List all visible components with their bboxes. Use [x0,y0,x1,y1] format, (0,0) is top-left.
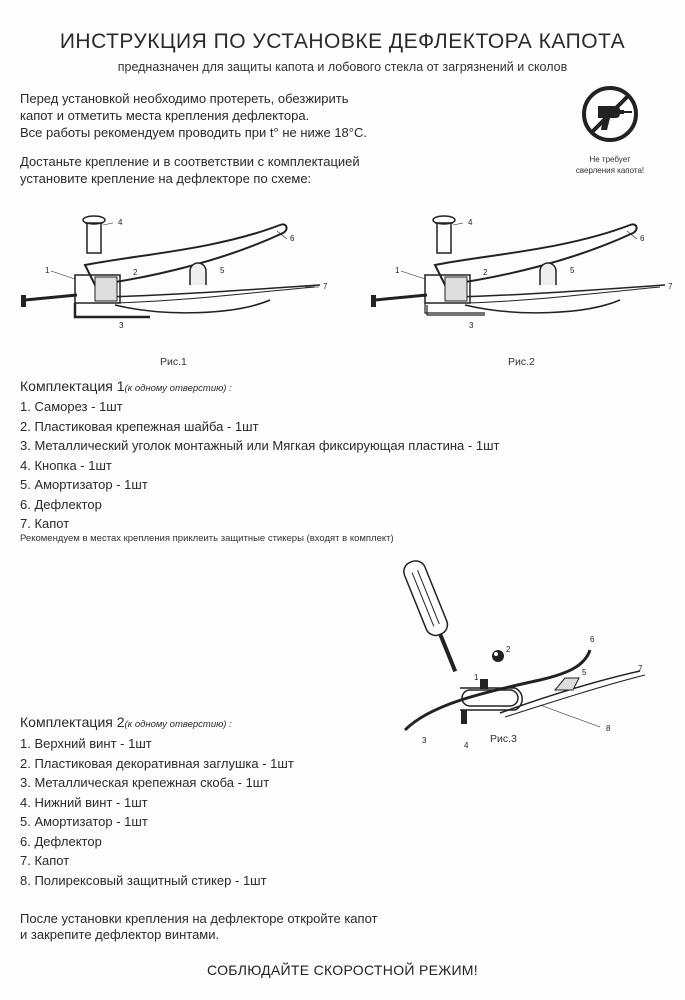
fig3-label-7: 7 [638,664,643,673]
kit1-title [20,378,232,394]
fig1-label-3: 3 [119,321,124,330]
fig2-label-5: 5 [570,266,575,275]
list-item: 8. Полирексовый защитный стикер - 1шт [20,872,267,888]
list-item: 2. Пластиковая декоративная заглушка - 1шт [20,755,294,771]
page-title: ИНСТРУКЦИЯ ПО УСТАНОВКЕ ДЕФЛЕКТОРА КАПОТА [59,30,626,53]
intro-line-1: Перед установкой необходимо протереть, обезжирить [20,91,349,106]
badge-line-2: сверления капота! [575,166,645,175]
intro-line-4: Достаньте крепление и в соответствии с комплектацией [20,154,360,169]
kit1-title-text: Комплектация 1 [20,378,125,394]
list-item: 3. Металлическая крепежная скоба - 1шт [20,775,270,790]
fig3-label-3: 3 [422,736,427,745]
fig1-label-1: 1 [45,266,50,275]
list-item: 2. Пластиковая крепежная шайба - 1шт [20,418,259,434]
intro-line-2: капот и отметить места крепления дефлектора. [20,108,310,123]
kit2-title-text: Комплектация 2 [20,714,125,730]
badge-line-1: Не требует [589,155,631,164]
no-drill-icon [580,84,640,144]
outro-line-2: и закрепите дефлектор винтами. [20,927,220,942]
kit2-title [20,714,232,730]
fig2-label-6: 6 [640,234,645,243]
fig2-label-1: 1 [395,266,400,275]
list-item: 6. Дефлектор [20,833,102,849]
list-item: 5. Амортизатор - 1шт [20,477,148,492]
figure-3-caption: Рис.3 [490,733,517,745]
list-item: 1. Верхний винт - 1шт [20,736,152,751]
fig2-label-7: 7 [668,282,673,291]
kit2-title-note: (к одному отверстию) : [124,719,232,730]
fig3-label-1: 1 [474,673,479,682]
figure-1-diagram [15,205,335,335]
kit1-recommendation: Рекомендуем в местах крепления приклеить защитные стикеры (входят в комплект) [20,533,394,544]
list-item: 6. Дефлектор [20,496,102,512]
fig3-label-5: 5 [582,668,587,677]
figure-2-caption: Рис.2 [508,356,535,368]
list-item: 1. Саморез - 1шт [20,399,123,414]
kit2-list [20,734,294,890]
page-subtitle: предназначен для защиты капота и лобового стекла от загрязнений и сколов [117,60,568,74]
speed-warning: СОБЛЮДАЙТЕ СКОРОСТНОЙ РЕЖИМ! [207,962,478,978]
fig2-label-3: 3 [469,321,474,330]
outro-line-1: После установки крепления на дефлекторе откройте капот [20,911,378,926]
list-item: 7. Капот [20,853,70,868]
fig3-label-8: 8 [606,724,611,733]
fig2-label-4: 4 [468,218,473,227]
intro-line-3: Все работы рекомендуем проводить при t° не ниже 18°C. [20,125,367,140]
kit1-title-note: (к одному отверстию) : [124,383,232,394]
figure-2-diagram [365,205,685,335]
list-item: 3. Металлический уголок монтажный или Мягкая фиксирующая пластина - 1шт [20,438,500,453]
kit1-list [20,397,499,534]
fig1-label-6: 6 [290,234,295,243]
list-item: 5. Амортизатор - 1шт [20,814,148,829]
fig1-label-2: 2 [133,268,138,277]
figure-1-caption: Рис.1 [160,356,187,368]
fig1-label-4: 4 [118,218,123,227]
fig1-label-7: 7 [323,282,328,291]
fig3-label-6: 6 [590,635,595,644]
figure-3-diagram [400,555,670,760]
intro-line-5: установите крепление на дефлекторе по схеме: [20,171,312,186]
fig3-label-2: 2 [506,645,511,654]
fig2-label-2: 2 [483,268,488,277]
fig1-label-5: 5 [220,266,225,275]
list-item: 4. Нижний винт - 1шт [20,794,148,810]
list-item: 7. Капот [20,516,70,531]
list-item: 4. Кнопка - 1шт [20,457,112,473]
fig3-label-4: 4 [464,741,469,750]
